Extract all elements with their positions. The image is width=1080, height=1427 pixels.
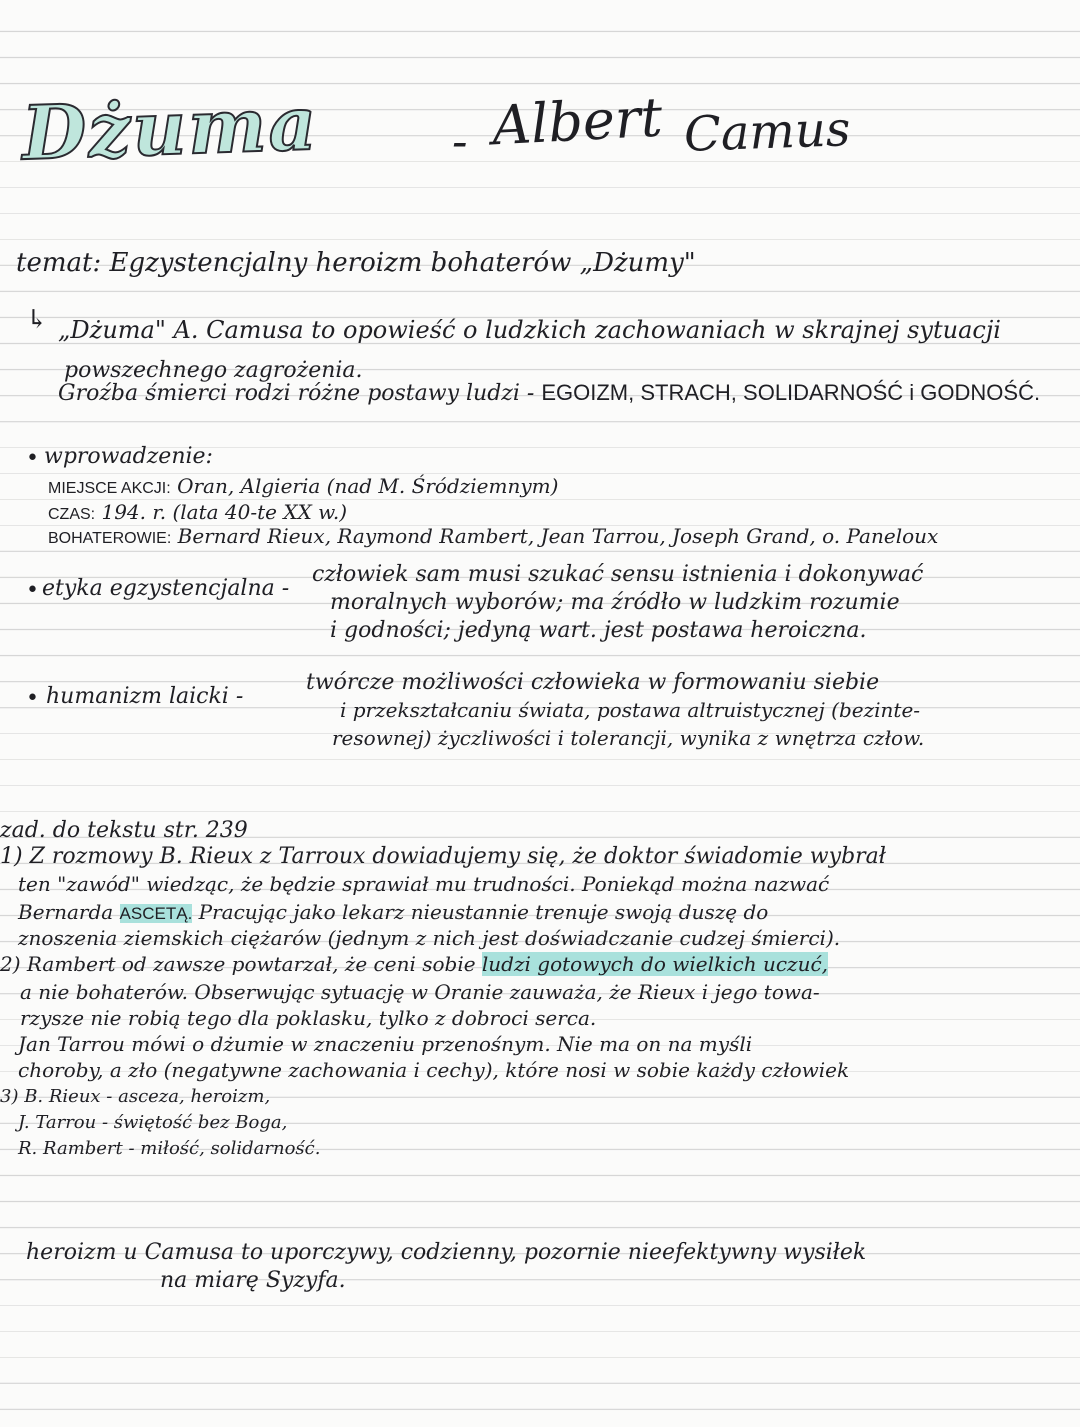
zad-line-8: Jan Tarrou mówi o dżumie w znaczeniu przenośnym. Nie ma on na myśli	[18, 1032, 753, 1056]
intro-line-2: powszechnego zagrożenia.	[64, 358, 363, 383]
intro-line-1: „Dżuma" A. Camusa to opowieść o ludzkich zachowaniach w skrajnej sytuacji	[58, 316, 1001, 344]
asceta-highlight: ASCETĄ.	[119, 904, 193, 923]
intro-line-3	[58, 380, 1040, 406]
conclusion-line-1: heroizm u Camusa to uporczywy, codzienny, pozornie nieefektywny wysiłek	[26, 1240, 867, 1265]
title-author-first: Albert	[490, 85, 664, 158]
zad-line-6: a nie bohaterów. Obserwując sytuację w Oranie zauważa, że Rieux i jego towa-	[20, 980, 820, 1004]
czas-label: CZAS:	[48, 506, 96, 523]
etyka-line-2: moralnych wyborów; ma źródło w ludzkim rozumie	[330, 590, 900, 615]
title-dash: -	[452, 114, 468, 168]
miejsce-value: Oran, Algieria (nad M. Śródziemnym)	[177, 474, 559, 498]
zad-heading: zad. do tekstu str. 239	[0, 818, 248, 843]
bullet-icon: •	[26, 686, 39, 711]
bohaterowie-label: BOHATEROWIE:	[48, 530, 172, 547]
zad-line-5-pre: 2) Rambert od zawsze powtarzał, że ceni sobie	[0, 952, 482, 976]
intro-line-3-text: Groźba śmierci rodzi różne postawy ludzi -	[58, 381, 542, 406]
czas-value: 194. r. (lata 40-te XX w.)	[101, 500, 348, 524]
bohaterowie-line	[48, 524, 938, 548]
zad-line-1: 1) Z rozmowy B. Rieux z Tarroux dowiadujemy się, że doktor świadomie wybrał	[0, 844, 886, 869]
zad-line-12: R. Rambert - miłość, solidarność.	[18, 1138, 321, 1159]
humanizm-term: humanizm laicki -	[46, 684, 244, 709]
miejsce-line	[48, 474, 558, 498]
zad-line-4: znoszenia ziemskich ciężarów (jednym z nich jest doświadczanie cudzej śmierci).	[18, 926, 841, 950]
czas-line	[48, 500, 347, 524]
miejsce-label: MIEJSCE AKCJI:	[48, 480, 171, 497]
bullet-icon: •	[26, 578, 39, 603]
topic-line: temat: Egzystencjalny heroizm bohaterów „Dżumy"	[16, 248, 696, 278]
title-author-last: Camus	[683, 101, 852, 163]
ludzi-highlight: ludzi gotowych do wielkich uczuć,	[481, 952, 829, 976]
title-word: Dżuma	[20, 80, 320, 178]
bullet-icon: •	[26, 446, 39, 471]
zad-line-3	[18, 900, 768, 924]
zad-line-10: 3) B. Rieux - asceza, heroizm,	[0, 1086, 271, 1107]
conclusion-line-2: na miarę Syzyfa.	[160, 1268, 346, 1293]
wprowadzenie-heading: wprowadzenie:	[44, 444, 213, 469]
zad-line-7: rzysze nie robią tego dla poklasku, tylko z dobroci serca.	[20, 1006, 597, 1030]
bohaterowie-value: Bernard Rieux, Raymond Rambert, Jean Tarrou, Joseph Grand, o. Paneloux	[177, 524, 939, 548]
humanizm-line-3: resownej) życzliwości i tolerancji, wynika z wnętrza człow.	[332, 726, 925, 750]
zad-line-9: choroby, a zło (negatywne zachowania i cechy), które nosi w sobie każdy człowiek	[18, 1058, 850, 1082]
etyka-line-3: i godności; jedyną wart. jest postawa heroiczna.	[330, 618, 867, 643]
humanizm-line-1: twórcze możliwości człowieka w formowaniu siebie	[306, 670, 880, 695]
zad-line-2: ten "zawód" wiedząc, że będzie sprawiał mu trudności. Poniekąd można nazwać	[18, 872, 830, 896]
arrow-icon: ↳	[26, 305, 48, 335]
intro-line-3-caps: EGOIZM, STRACH, SOLIDARNOŚĆ i GODNOŚĆ.	[541, 380, 1041, 405]
zad-line-3-post: Pracując jako lekarz nieustannie trenuje swoją duszę do	[192, 900, 769, 924]
etyka-line-1: człowiek sam musi szukać sensu istnienia i dokonywać	[312, 562, 924, 587]
etyka-term: etyka egzystencjalna -	[42, 576, 290, 601]
title	[20, 80, 1062, 226]
zad-line-5	[0, 952, 828, 976]
zad-line-3-pre: Bernarda	[18, 900, 120, 924]
zad-line-11: J. Tarrou - świętość bez Boga,	[18, 1112, 288, 1133]
humanizm-line-2: i przekształcaniu świata, postawa altruistycznej (bezinte-	[340, 698, 921, 722]
